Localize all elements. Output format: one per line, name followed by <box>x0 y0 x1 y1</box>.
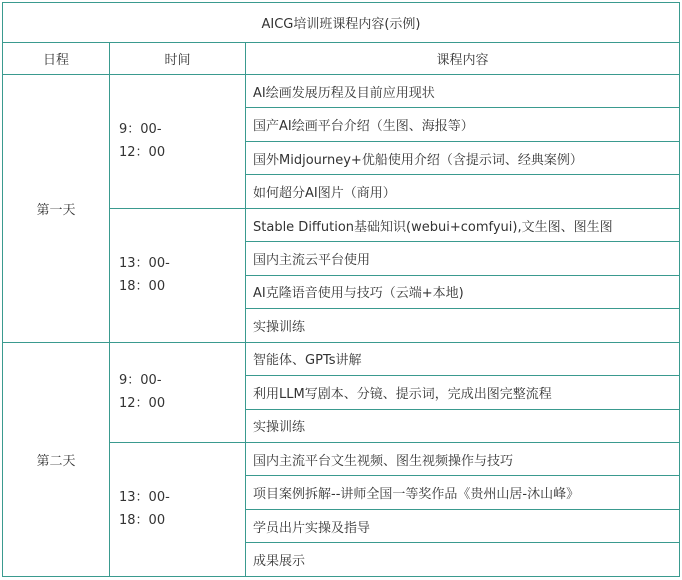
course-item: 利用LLM写剧本、分镜、提示词，完成出图完整流程 <box>246 376 680 409</box>
course-item: 成果展示 <box>246 543 680 577</box>
course-item: 如何超分AI图片（商用） <box>246 175 680 208</box>
session-time <box>110 442 246 576</box>
session-time <box>110 208 246 342</box>
title-row <box>3 3 680 43</box>
table-row <box>3 74 680 107</box>
course-item: 国内主流平台文生视频、图生视频操作与技巧 <box>246 442 680 475</box>
course-item: 国产AI绘画平台介绍（生图、海报等） <box>246 108 680 141</box>
session-start-time: 9：00- <box>119 373 162 389</box>
table-row <box>3 342 680 375</box>
session-time <box>110 342 246 442</box>
day-label: 第二天 <box>3 342 110 576</box>
session-time <box>110 74 246 208</box>
course-schedule-table <box>2 2 680 577</box>
header-time: 时间 <box>110 42 246 74</box>
session-start-time: 9：00- <box>119 122 162 138</box>
course-item: 国外Midjourney+优船使用介绍（含提示词、经典案例） <box>246 141 680 174</box>
course-item: AI克隆语音使用与技巧（云端+本地) <box>246 275 680 308</box>
session-start-time: 13：00- <box>119 490 170 506</box>
course-item: 智能体、GPTs讲解 <box>246 342 680 375</box>
course-item: 实操训练 <box>246 409 680 442</box>
session-end-time: 12：00 <box>119 396 166 412</box>
table-title: AICG培训班课程内容(示例) <box>3 3 680 43</box>
day-label: 第一天 <box>3 74 110 342</box>
course-item: AI绘画发展历程及目前应用现状 <box>246 74 680 107</box>
course-item: Stable Diffution基础知识(webui+comfyui),文生图、图生图 <box>246 208 680 241</box>
course-item: 实操训练 <box>246 309 680 342</box>
session-start-time: 13：00- <box>119 256 170 272</box>
course-item: 学员出片实操及指导 <box>246 509 680 542</box>
course-item: 项目案例拆解--讲师全国一等奖作品《贵州山居-沐山峰》 <box>246 476 680 509</box>
header-schedule: 日程 <box>3 42 110 74</box>
session-end-time: 18：00 <box>119 279 166 295</box>
header-content: 课程内容 <box>246 42 680 74</box>
session-end-time: 18：00 <box>119 513 166 529</box>
header-row <box>3 42 680 74</box>
session-end-time: 12：00 <box>119 145 166 161</box>
course-item: 国内主流云平台使用 <box>246 242 680 275</box>
